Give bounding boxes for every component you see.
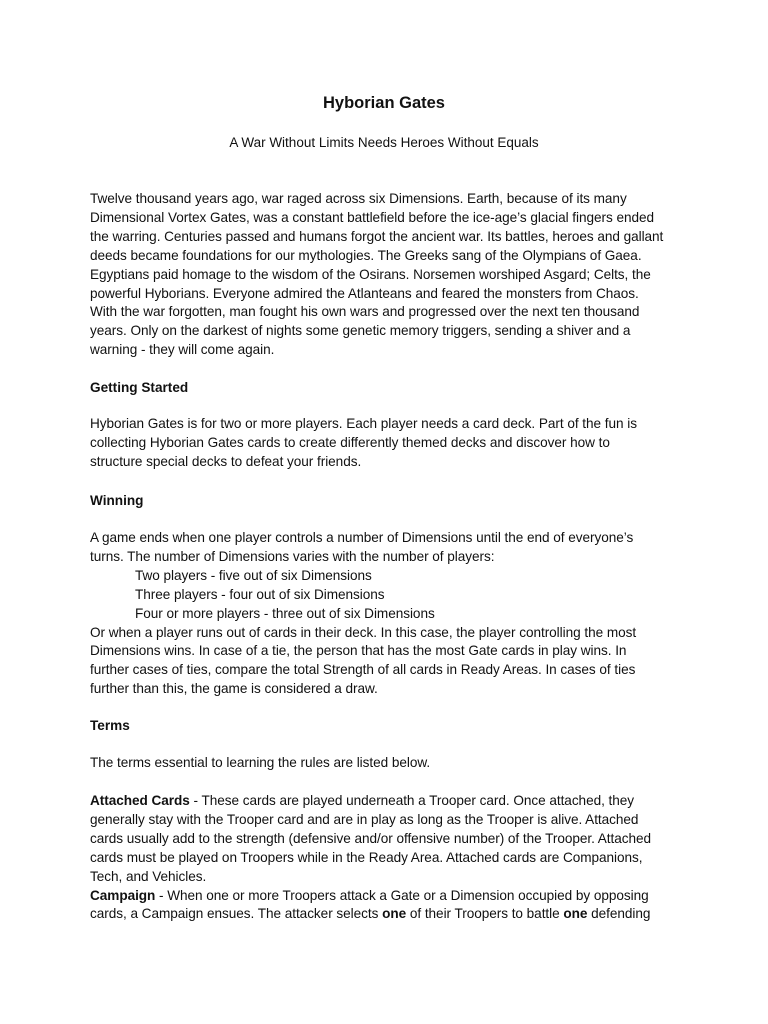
list-item: Two players - five out of six Dimensions xyxy=(135,567,372,583)
list-item: Three players - four out of six Dimensions xyxy=(135,586,385,602)
paragraph-line: deeds became foundations for our mythologies. The Greeks sang of the Olympians of Gaea. xyxy=(90,247,642,263)
paragraph-line: Tech, and Vehicles. xyxy=(90,868,207,884)
document-title: Hyborian Gates xyxy=(323,94,445,112)
paragraph-line: Egyptians paid homage to the wisdom of the Osirans. Norsemen worshiped Asgard; Celts, the xyxy=(90,266,651,282)
paragraph-line: Dimensional Vortex Gates, was a constant battlefield before the ice-age’s glacial fingers ended xyxy=(90,209,655,225)
paragraph-line: further cases of ties, compare the total Strength of all cards in Ready Areas. In cases of ties xyxy=(90,662,636,678)
paragraph-line: cards must be played on Troopers while in the Ready Area. Attached cards are Companions, xyxy=(90,849,643,865)
winning-heading: Winning xyxy=(90,493,144,508)
paragraph-line: turns. The number of Dimensions varies with the number of players: xyxy=(90,548,495,564)
list-item: Four or more players - three out of six Dimensions xyxy=(135,605,435,621)
paragraph-line: A game ends when one player controls a number of Dimensions until the end of everyone’s xyxy=(90,530,634,545)
definition-first-line xyxy=(90,792,690,811)
term-attached-cards: Attached Cards xyxy=(90,793,190,808)
terms-heading: Terms xyxy=(90,718,130,733)
paragraph-line: the warring. Centuries passed and humans forgot the ancient war. Its battles, heroes and gallant xyxy=(90,228,664,244)
definition-text: cards, a Campaign ensues. The attacker selects xyxy=(90,906,383,922)
paragraph-line: Dimensions wins. In case of a tie, the person that has the most Gate cards in play wins. In xyxy=(90,643,627,659)
paragraph-line: Hyborian Gates is for two or more players. Each player needs a card deck. Part of the fun is xyxy=(90,416,637,431)
definition-line xyxy=(90,905,690,924)
paragraph-line: generally stay with the Trooper card and are in play as long as the Trooper is alive. Attached xyxy=(90,811,639,827)
definition-text: - When one or more Troopers attack a Gate or a Dimension occupied by opposing xyxy=(155,887,649,903)
paragraph-line: collecting Hyborian Gates cards to create differently themed decks and discover how to xyxy=(90,434,610,450)
paragraph-line: cards usually add to the strength (defensive and/or offensive number) of the Trooper. Attached xyxy=(90,830,652,846)
definition-text: defending xyxy=(587,906,651,922)
emphasis-one: one xyxy=(382,906,407,922)
winning-paragraph xyxy=(90,529,690,699)
paragraph-line: structure special decks to defeat your friends. xyxy=(90,453,362,469)
intro-paragraph xyxy=(90,190,690,360)
definition-text: of their Troopers to battle xyxy=(406,906,564,922)
document-subtitle: A War Without Limits Needs Heroes Without Equals xyxy=(229,135,539,150)
paragraph-line: Twelve thousand years ago, war raged across six Dimensions. Earth, because of its many xyxy=(90,191,627,206)
terms-definitions xyxy=(90,792,690,924)
getting-started-paragraph xyxy=(90,415,690,472)
getting-started-heading: Getting Started xyxy=(90,380,189,395)
paragraph-line: years. Only on the darkest of nights some genetic memory triggers, sending a shiver and a xyxy=(90,323,631,339)
definition-first-line xyxy=(90,887,690,906)
paragraph-line: The terms essential to learning the rules are listed below. xyxy=(90,755,431,770)
term-campaign: Campaign xyxy=(90,887,156,903)
paragraph-line: With the war forgotten, man fought his own wars and progressed over the next ten thousand xyxy=(90,304,640,320)
paragraph-line: further than this, the game is considered a draw. xyxy=(90,681,378,697)
paragraph-line: warning - they will come again. xyxy=(90,342,275,358)
terms-intro xyxy=(90,754,690,773)
paragraph-line: powerful Hyborians. Everyone admired the Atlanteans and feared the monsters from Chaos. xyxy=(90,285,639,301)
paragraph-line: Or when a player runs out of cards in their deck. In this case, the player controlling the most xyxy=(90,624,637,640)
definition-text: - These cards are played underneath a Trooper card. Once attached, they xyxy=(189,793,635,808)
emphasis-one: one xyxy=(563,906,588,922)
